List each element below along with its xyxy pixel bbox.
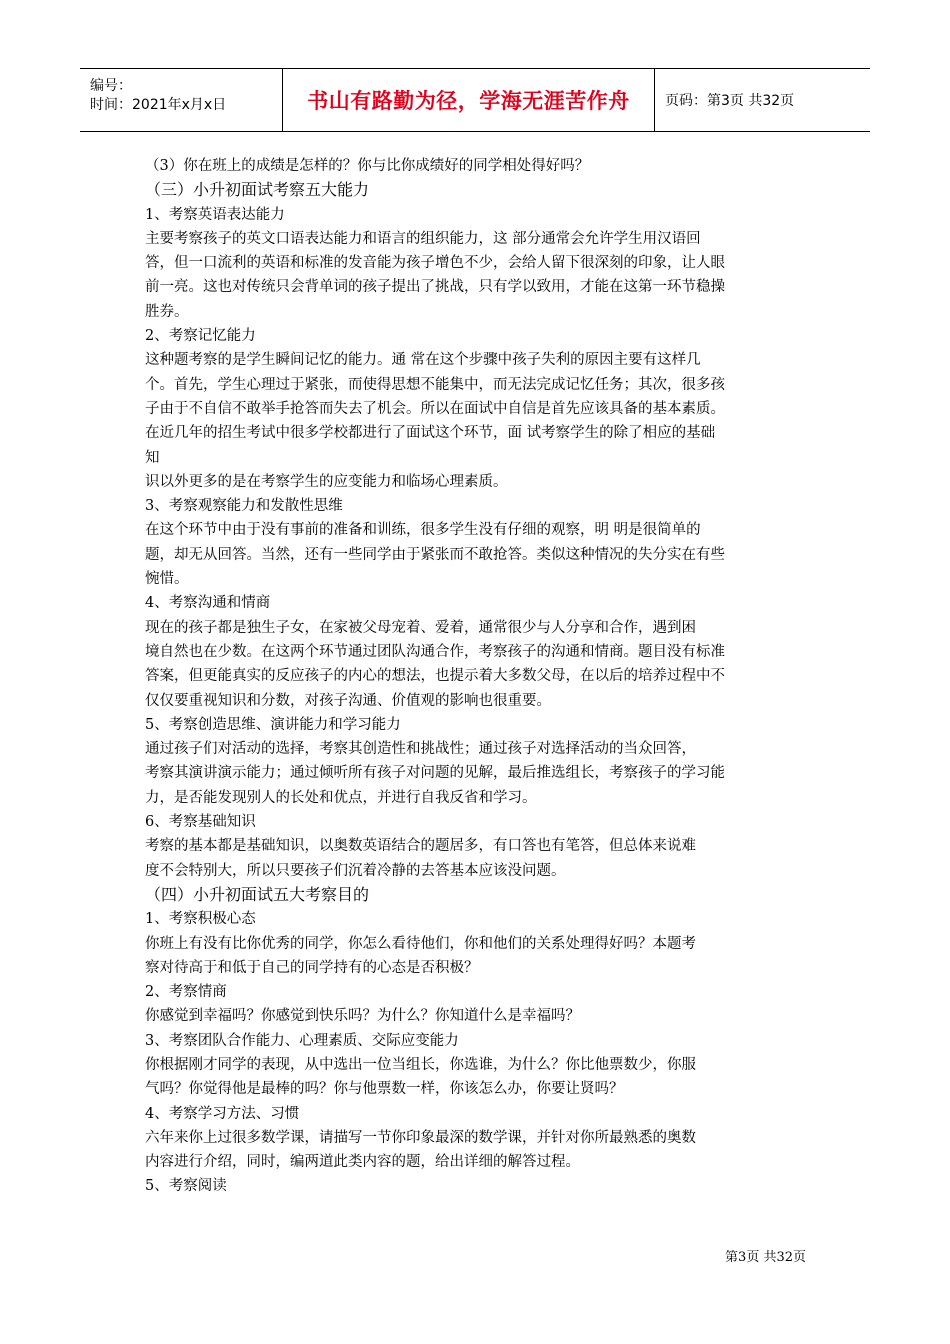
- text-line: 2、考察记忆能力: [145, 328, 256, 345]
- header-meta: [80, 69, 282, 131]
- text-line: 仅仅要重视知识和分数，对孩子沟通、价值观的影响也很重要。: [145, 692, 551, 709]
- text-line: 境自然也在少数。在这两个环节通过团队沟通合作，考察孩子的沟通和情商。题目没有标准: [145, 643, 725, 660]
- document-number-label: 编号：: [90, 78, 132, 94]
- text-line: 内容进行介绍，同时，编两道此类内容的题，给出详细的解答过程。: [145, 1154, 580, 1171]
- section-heading: （四）小升初面试五大考察目的: [145, 884, 370, 904]
- text-line: 6、考察基础知识: [145, 814, 256, 831]
- text-line: 在近几年的招生考试中很多学校都进行了面试这个环节，面 试考察学生的除了相应的基础: [145, 425, 716, 442]
- text-line: 3、考察观察能力和发散性思维: [145, 498, 343, 515]
- text-line: 1、考察英语表达能力: [145, 206, 285, 223]
- page-footer: 第3页 共32页: [725, 1250, 806, 1265]
- text-line: 现在的孩子都是独生子女，在家被父母宠着、爱着，通常很少与人分享和合作，遇到困: [145, 619, 696, 636]
- text-line: 主要考察孩子的英文口语表达能力和语言的组织能力，这 部分通常会允许学生用汉语回: [145, 230, 701, 247]
- text-line: 气吗？你觉得他是最棒的吗？你与他票数一样，你该怎么办，你要让贤吗？: [145, 1081, 624, 1098]
- text-line: 力，是否能发现别人的长处和优点，并进行自我反省和学习。: [145, 789, 537, 806]
- header-motto: 书山有路勤为径，学海无涯苦作舟: [307, 89, 630, 113]
- page-header: [80, 68, 870, 132]
- text-line: 惋惜。: [145, 571, 189, 588]
- text-line: 个。首先，学生心理过于紧张，而使得思想不能集中，而无法完成记忆任务；其次，很多孩: [145, 376, 725, 393]
- text-line: 4、考察学习方法、习惯: [145, 1105, 300, 1122]
- text-line: 子由于不自信不敢举手抢答而失去了机会。所以在面试中自信是首先应该具备的基本素质。: [145, 400, 725, 417]
- text-line: 通过孩子们对活动的选择，考察其创造性和挑战性；通过孩子对选择活动的当众回答，: [145, 741, 696, 758]
- text-line: 察对待高于和低于自己的同学持有的心态是否积极？: [145, 959, 479, 976]
- text-line: 识以外更多的是在考察学生的应变能力和临场心理素质。: [145, 473, 508, 490]
- text-line: 你根据刚才同学的表现，从中选出一位当组长，你选谁，为什么？你比他票数少，你服: [145, 1056, 696, 1073]
- text-line: 题，却无从回答。当然，还有一些同学由于紧张而不敢抢答。类似这种情况的失分实在有些: [145, 546, 725, 563]
- text-line: 答，但一口流利的英语和标准的发音能为孩子增色不少，会给人留下很深刻的印象，让人眼: [145, 255, 725, 272]
- text-line: 胜券。: [145, 303, 189, 320]
- text-line: 这种题考察的是学生瞬间记忆的能力。通 常在这个步骤中孩子失利的原因主要有这样几: [145, 352, 701, 369]
- text-line: 你感觉到幸福吗？你感觉到快乐吗？为什么？你知道什么是幸福吗？: [145, 1008, 580, 1025]
- document-body: [145, 154, 810, 1199]
- text-line: 5、考察创造思维、演讲能力和学习能力: [145, 716, 401, 733]
- document-date-label: 时间：2021年x月x日: [90, 97, 227, 113]
- text-line: 5、考察阅读: [145, 1178, 227, 1195]
- text-line: 知: [145, 449, 160, 466]
- section-heading: （三）小升初面试考察五大能力: [145, 180, 370, 200]
- text-line: 你班上有没有比你优秀的同学，你怎么看待他们，你和他们的关系处理得好吗？本题考: [145, 935, 696, 952]
- text-line: 考察的基本都是基础知识，以奥数英语结合的题居多，有口答也有笔答，但总体来说难: [145, 838, 696, 855]
- text-line: 4、考察沟通和情商: [145, 595, 271, 612]
- header-page-number: 页码：第3页 共32页: [665, 93, 795, 109]
- text-line: 六年来你上过很多数学课，请描写一节你印象最深的数学课，并针对你所最熟悉的奥数: [145, 1129, 696, 1146]
- text-line: 考察其演讲演示能力；通过倾听所有孩子对问题的见解，最后推选组长，考察孩子的学习能: [145, 765, 725, 782]
- text-line: 答案，但更能真实的反应孩子的内心的想法，也提示着大多数父母，在以后的培养过程中不: [145, 668, 725, 685]
- text-line: 3、考察团队合作能力、心理素质、交际应变能力: [145, 1032, 459, 1049]
- text-line: 2、考察情商: [145, 984, 227, 1001]
- text-line: 度不会特别大，所以只要孩子们沉着冷静的去答基本应该没问题。: [145, 862, 566, 879]
- text-line: 前一亮。这也对传统只会背单词的孩子提出了挑战，只有学以致用，才能在这第一环节稳操: [145, 279, 725, 296]
- text-line: 1、考察积极心态: [145, 911, 256, 928]
- text-line: 在这个环节中由于没有事前的准备和训练，很多学生没有仔细的观察，明 明是很简单的: [145, 522, 701, 539]
- text-line: （3）你在班上的成绩是怎样的？你与比你成绩好的同学相处得好吗？: [145, 158, 590, 174]
